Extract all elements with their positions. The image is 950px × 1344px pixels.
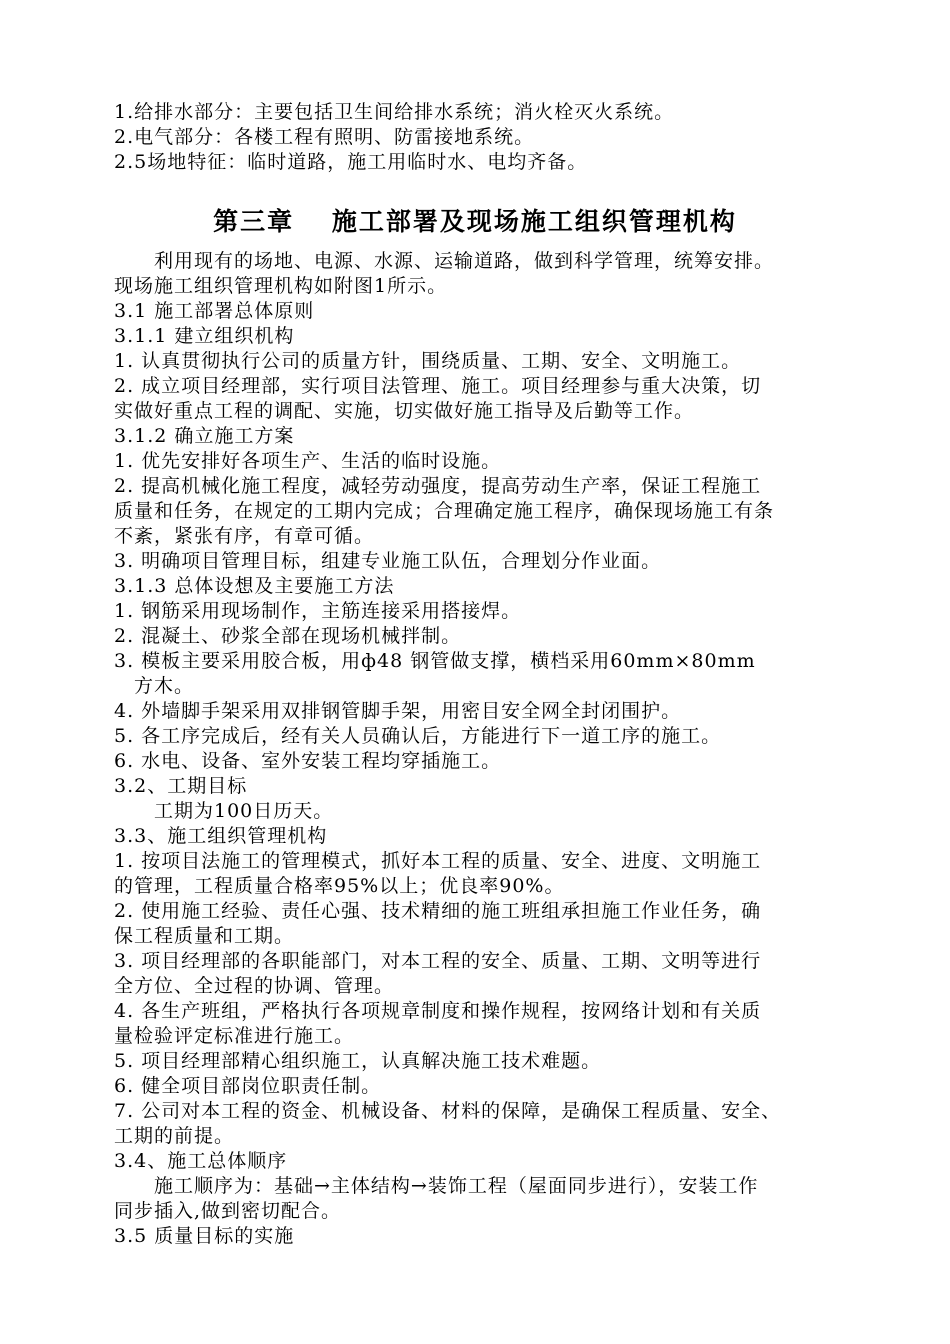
text-line: 2. 成立项目经理部，实行项目法管理、施工。项目经理参与重大决策，切 bbox=[114, 375, 762, 397]
text-line: 6. 水电、设备、室外安装工程均穿插施工。 bbox=[114, 750, 502, 772]
text-line: 2. 提高机械化施工程度，减轻劳动强度，提高劳动生产率，保证工程施工 bbox=[114, 475, 762, 497]
section-heading: 3.4、施工总体顺序 bbox=[114, 1150, 288, 1172]
text-line: 3. 明确项目管理目标，组建专业施工队伍，合理划分作业面。 bbox=[114, 550, 662, 572]
text-line: 4. 外墙脚手架采用双排钢管脚手架，用密目安全网全封闭围护。 bbox=[114, 700, 682, 722]
text-line: 质量和任务，在规定的工期内完成；合理确定施工程序，确保现场施工有条 bbox=[114, 500, 775, 522]
text-line: 1.给排水部分：主要包括卫生间给排水系统；消火栓灭火系统。 bbox=[114, 101, 675, 123]
text-line: 3. 项目经理部的各职能部门，对本工程的安全、质量、工期、文明等进行 bbox=[114, 950, 762, 972]
text-line: 工期为100日历天。 bbox=[114, 800, 334, 822]
text-line: 利用现有的场地、电源、水源、运输道路，做到科学管理，统筹安排。 bbox=[114, 250, 775, 272]
section-heading: 3.3、施工组织管理机构 bbox=[114, 825, 328, 847]
section-heading: 3.2、工期目标 bbox=[114, 775, 248, 797]
section-heading: 3.5 质量目标的实施 bbox=[114, 1225, 295, 1247]
text-line: 保工程质量和工期。 bbox=[114, 925, 295, 947]
text-line: 同步插入,做到密切配合。 bbox=[114, 1200, 342, 1222]
text-line: 1. 认真贯彻执行公司的质量方针，围绕质量、工期、安全、文明施工。 bbox=[114, 350, 742, 372]
text-line: 1. 按项目法施工的管理模式，抓好本工程的质量、安全、进度、文明施工 bbox=[114, 850, 762, 872]
section-heading: 3.1.3 总体设想及主要施工方法 bbox=[114, 575, 395, 597]
text-line: 1. 钢筋采用现场制作，主筋连接采用搭接焊。 bbox=[114, 600, 522, 622]
text-line: 量检验评定标准进行施工。 bbox=[114, 1025, 355, 1047]
text-line: 2. 混凝土、砂浆全部在现场机械拌制。 bbox=[114, 625, 462, 647]
text-line: 不紊，紧张有序，有章可循。 bbox=[114, 525, 375, 547]
text-line: 6. 健全项目部岗位职责任制。 bbox=[114, 1075, 382, 1097]
text-line: 4. 各生产班组，严格执行各项规章制度和操作规程，按网络计划和有关质 bbox=[114, 1000, 762, 1022]
text-line: 现场施工组织管理机构如附图1所示。 bbox=[114, 275, 448, 297]
text-line: 工期的前提。 bbox=[114, 1125, 235, 1147]
text-line: 的管理，工程质量合格率95%以上；优良率90%。 bbox=[114, 875, 565, 897]
section-heading: 3.1.2 确立施工方案 bbox=[114, 425, 295, 447]
text-line: 实做好重点工程的调配、实施，切实做好施工指导及后勤等工作。 bbox=[114, 400, 695, 422]
text-line: 5. 项目经理部精心组织施工，认真解决施工技术难题。 bbox=[114, 1050, 602, 1072]
text-line: 2.5场地特征：临时道路，施工用临时水、电均齐备。 bbox=[114, 151, 588, 173]
section-heading: 3.1 施工部署总体原则 bbox=[114, 300, 315, 322]
text-line: 2.电气部分：各楼工程有照明、防雷接地系统。 bbox=[114, 126, 535, 148]
section-heading: 3.1.1 建立组织机构 bbox=[114, 325, 295, 347]
text-line: 7. 公司对本工程的资金、机械设备、材料的保障，是确保工程质量、安全、 bbox=[114, 1100, 782, 1122]
text-line: 1. 优先安排好各项生产、生活的临时设施。 bbox=[114, 450, 502, 472]
text-line: 方木。 bbox=[114, 675, 195, 697]
text-line: 施工顺序为：基础→主体结构→装饰工程（屋面同步进行），安装工作 bbox=[114, 1175, 759, 1197]
text-line: 全方位、全过程的协调、管理。 bbox=[114, 975, 395, 997]
text-line: 3. 模板主要采用胶合板，用ф48 钢管做支撑，横档采用60mm×80mm bbox=[114, 650, 756, 672]
text-line: 2. 使用施工经验、责任心强、技术精细的施工班组承担施工作业任务，确 bbox=[114, 900, 762, 922]
chapter-title: 第三章 施工部署及现场施工组织管理机构 bbox=[213, 207, 737, 236]
text-line: 5. 各工序完成后，经有关人员确认后，方能进行下一道工序的施工。 bbox=[114, 725, 722, 747]
